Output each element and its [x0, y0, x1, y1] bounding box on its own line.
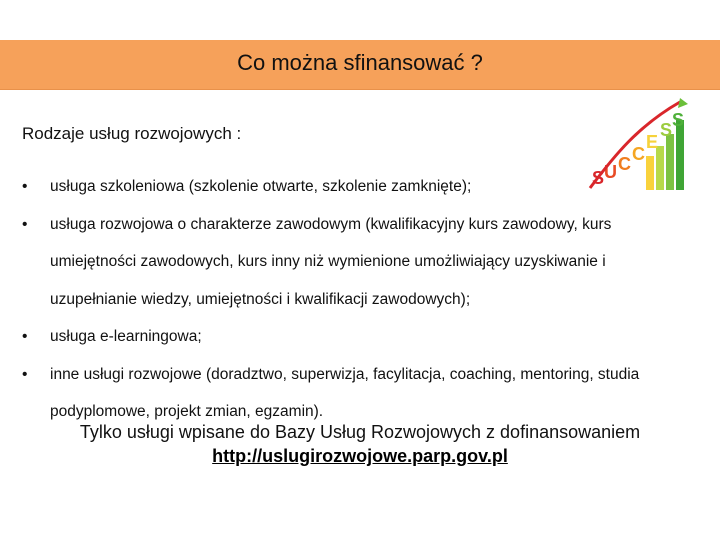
- list-item: [22, 206, 682, 319]
- section-title: Rodzaje usług rozwojowych :: [22, 124, 242, 143]
- svg-text:S: S: [592, 168, 605, 188]
- page-title: Co można sfinansować ?: [237, 50, 483, 75]
- svg-text:E: E: [646, 132, 659, 152]
- bullet-text: usługa rozwojowa o charakterze zawodowym (kwalifikacyjny kurs zawodowy, kurs umiejętności zawodowych, kurs inny niż wymienione umożliwiający uzyskiwanie i uzupełnianie wiedzy, umiejętności i kwalifikacji zawodowych);: [50, 215, 612, 308]
- svg-text:C: C: [618, 154, 631, 174]
- bullet-text: usługa szkoleniowa (szkolenie otwarte, szkolenie zamknięte);: [50, 178, 472, 195]
- svg-text:C: C: [632, 144, 645, 164]
- svg-text:S: S: [660, 120, 673, 140]
- bullet-dot: •: [22, 328, 28, 345]
- svg-text:S: S: [672, 110, 685, 130]
- footer-link[interactable]: http://uslugirozwojowe.parp.gov.pl: [212, 446, 508, 466]
- list-item: [22, 168, 682, 206]
- footer-note: [0, 420, 720, 468]
- list-item: [22, 318, 682, 356]
- bullet-text: inne usługi rozwojowe (doradztwo, superwizja, facylitacja, coaching, mentoring, studia podyplomowe, projekt zmian, egzamin).: [50, 365, 640, 420]
- bullet-dot: •: [22, 215, 28, 233]
- bullet-list: [22, 168, 682, 431]
- bullet-dot: •: [22, 365, 28, 383]
- svg-text:U: U: [604, 162, 617, 182]
- footer-text: Tylko usługi wpisane do Bazy Usług Rozwojowych z dofinansowaniem: [79, 422, 641, 442]
- bullet-text: usługa e-learningowa;: [50, 328, 202, 345]
- bullet-dot: •: [22, 178, 28, 195]
